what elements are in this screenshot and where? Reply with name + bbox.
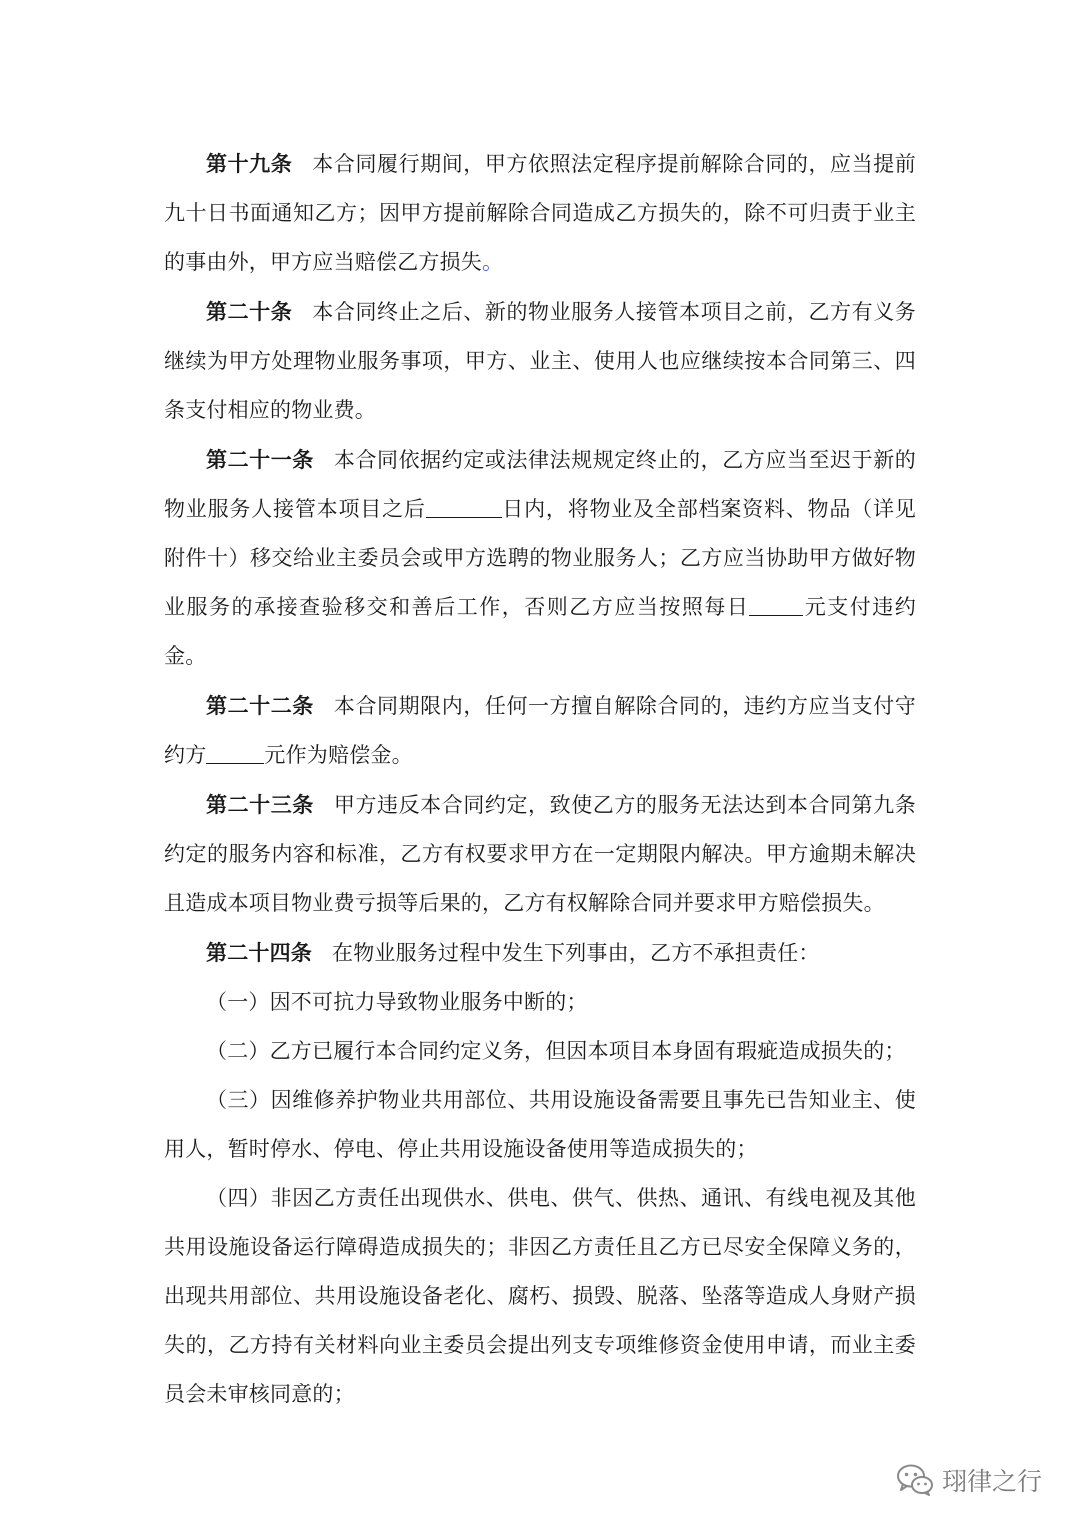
article-24 [164, 928, 916, 978]
article-text: 本合同依据约定或法律法规规定终止的，乙方应当至迟于新的物业服务人接管本项目之后 [164, 448, 916, 521]
watermark-text: 珝律之行 [942, 1467, 1043, 1496]
article-number: 第二十一条 [206, 447, 314, 472]
watermark [896, 1458, 1042, 1502]
article-text: 元作为赔偿金。 [264, 743, 413, 767]
blank-compensation [206, 741, 264, 764]
article-22 [164, 681, 916, 780]
article-number: 第十九条 [206, 151, 293, 176]
list-item-2: （二）乙方已履行本合同约定义务，但因本项目本身固有瑕疵造成损失的； [206, 1039, 906, 1063]
article-number: 第二十条 [206, 299, 293, 324]
list-item-3: （三）因维修养护物业共用部位、共用设施设备需要且事先已告知业主、使用人，暂时停水、停电、停止共用设施设备使用等造成损失的； [164, 1088, 916, 1161]
blank-daily-penalty [749, 593, 803, 616]
article-23 [164, 780, 916, 928]
contract-page [164, 139, 916, 1419]
article-text: 在物业服务过程中发生下列事由，乙方不承担责任： [332, 941, 820, 965]
article-number: 第二十二条 [206, 693, 314, 718]
article-19 [164, 139, 916, 287]
article-end-mark: 。 [482, 250, 504, 274]
wechat-icon [896, 1463, 934, 1497]
article-text: 本合同期限内，任何一方擅自解除合同的，违约方应当支付守约方 [164, 694, 916, 767]
article-text: 本合同终止之后、新的物业服务人接管本项目之前，乙方有义务继续为甲方处理物业服务事项，甲方、业主、使用人也应继续按本合同第三、四条支付相应的物业费。 [164, 300, 916, 422]
article-text: 日内，将物业及全部档案资料、物品（详见附件十）移交给业主委员会或甲方选聘的物业服务人；乙方应当协助甲方做好物业服务的承接查验移交和善后工作，否则乙方应当按照每日 [164, 497, 916, 619]
article-number: 第二十四条 [206, 940, 312, 965]
article-text: 本合同履行期间，甲方依照法定程序提前解除合同的，应当提前九十日书面通知乙方；因甲方提前解除合同造成乙方损失的，除不可归责于业主的事由外，甲方应当赔偿乙方损失 [164, 152, 916, 274]
list-item-1: （一）因不可抗力导致物业服务中断的； [206, 990, 588, 1014]
article-21 [164, 435, 916, 681]
list-item-4: （四）非因乙方责任出现供水、供电、供气、供热、通讯、有线电视及其他共用设施设备运行障碍造成损失的；非因乙方责任且乙方已尽安全保障义务的，出现共用部位、共用设施设备老化、腐朽、损毁、脱落、坠落等造成人身财产损失的，乙方持有关材料向业主委员会提出列支专项维修资金使用申请，而业主委员会未审核同意的； [164, 1186, 916, 1406]
blank-days [426, 495, 502, 518]
article-text: 元支付违约金。 [164, 595, 917, 668]
article-20 [164, 287, 916, 435]
article-number: 第二十三条 [206, 792, 314, 817]
article-text: 甲方违反本合同约定，致使乙方的服务无法达到本合同第九条约定的服务内容和标准，乙方有权要求甲方在一定期限内解决。甲方逾期未解决且造成本项目物业费亏损等后果的，乙方有权解除合同并要求甲方赔偿损失。 [164, 793, 916, 915]
